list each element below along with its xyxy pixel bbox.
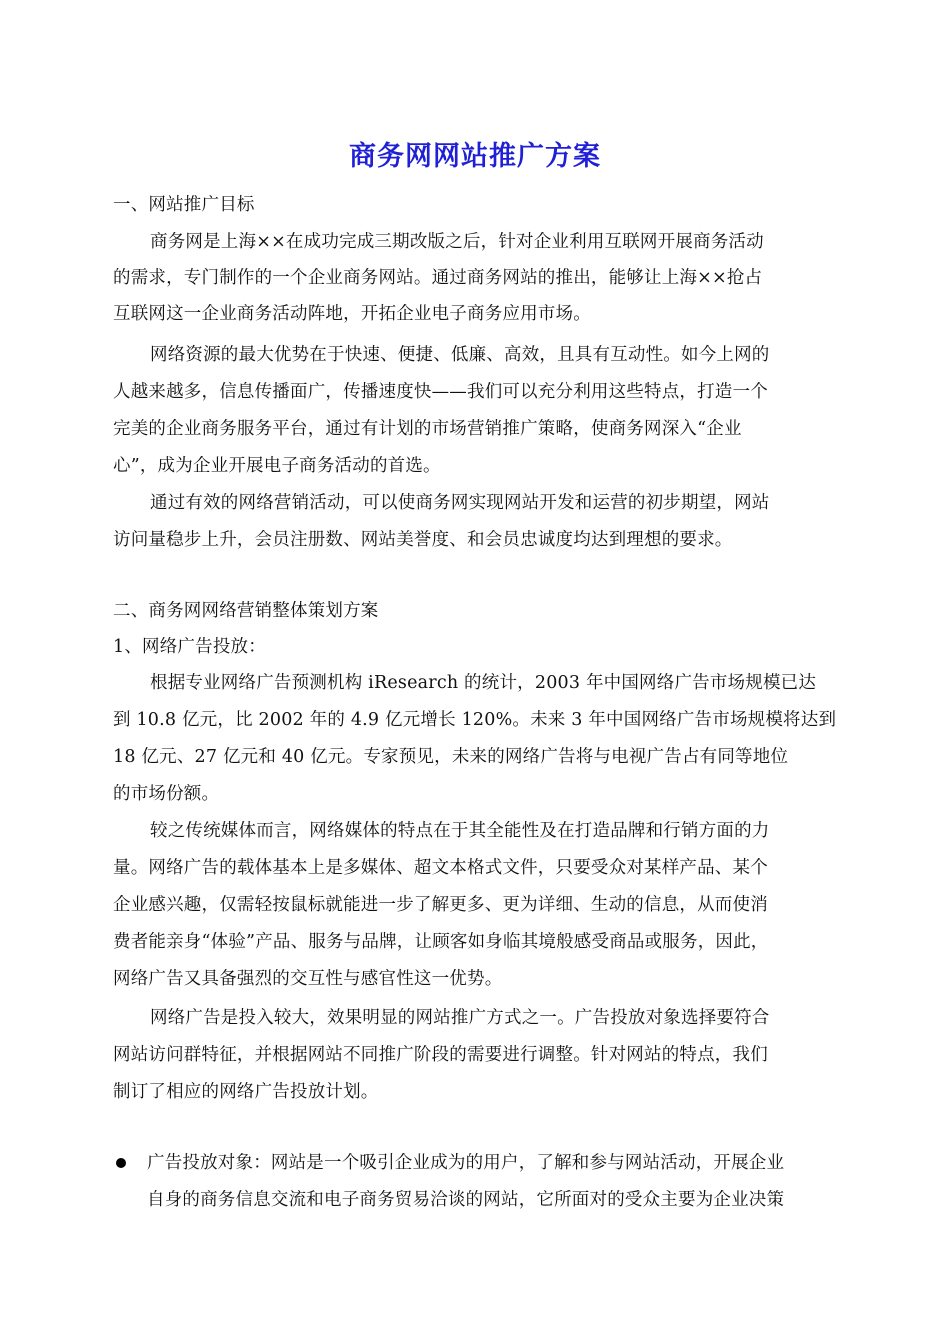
paragraph-line: 心”，成为企业开展电子商务活动的首选。 xyxy=(113,456,441,476)
paragraph-line: 18 亿元、27 亿元和 40 亿元。专家预见，未来的网络广告将与电视广告占有同等地位 xyxy=(113,747,789,767)
paragraph-line: 到 10.8 亿元，比 2002 年的 4.9 亿元增长 120%。未来 3 年中国网络广告市场规模将达到 xyxy=(113,710,837,730)
subsection-heading: 1、网络广告投放： xyxy=(113,637,266,657)
bullet-line: 自身的商务信息交流和电子商务贸易洽谈的网站，它所面对的受众主要为企业决策 xyxy=(147,1190,785,1210)
paragraph-line: 访问量稳步上升，会员注册数、网站美誉度、和会员忠诚度均达到理想的要求。 xyxy=(113,530,733,550)
paragraph-line: 网络广告是投入较大，效果明显的网站推广方式之一。广告投放对象选择要符合 xyxy=(150,1008,770,1028)
paragraph-line: 商务网是上海××在成功完成三期改版之后，针对企业利用互联网开展商务活动 xyxy=(150,232,764,252)
paragraph-line: 网络资源的最大优势在于快速、便捷、低廉、高效，且具有互动性。如今上网的 xyxy=(150,345,770,365)
paragraph-line: 的需求，专门制作的一个企业商务网站。通过商务网站的推出，能够让上海××抢占 xyxy=(113,268,763,288)
page-title: 商务网网站推广方案 xyxy=(349,141,601,172)
paragraph-line: 根据专业网络广告预测机构 iResearch 的统计，2003 年中国网络广告市场规模已达 xyxy=(150,673,817,693)
paragraph-line: 通过有效的网络营销活动，可以使商务网实现网站开发和运营的初步期望，网站 xyxy=(150,493,770,513)
paragraph-line: 人越来越多，信息传播面广，传播速度快——我们可以充分利用这些特点，打造一个 xyxy=(113,382,768,402)
paragraph-line: 企业感兴趣，仅需轻按鼠标就能进一步了解更多、更为详细、生动的信息，从而使消 xyxy=(113,895,768,915)
paragraph-line: 网站访问群特征，并根据网站不同推广阶段的需要进行调整。针对网站的特点，我们 xyxy=(113,1045,768,1065)
paragraph-line: 的市场份额。 xyxy=(113,784,220,804)
paragraph-line: 较之传统媒体而言，网络媒体的特点在于其全能性及在打造品牌和行销方面的力 xyxy=(150,821,770,841)
paragraph-line: 网络广告又具备强烈的交互性与感官性这一优势。 xyxy=(113,969,503,989)
section-heading-1: 一、网站推广目标 xyxy=(113,195,255,215)
bullet-icon xyxy=(116,1158,126,1168)
bullet-line: 广告投放对象：网站是一个吸引企业成为的用户，了解和参与网站活动，开展企业 xyxy=(147,1153,785,1173)
paragraph-line: 互联网这一企业商务活动阵地，开拓企业电子商务应用市场。 xyxy=(113,304,591,324)
section-heading-2: 二、商务网网络营销整体策划方案 xyxy=(113,601,379,621)
paragraph-line: 完美的企业商务服务平台，通过有计划的市场营销推广策略，使商务网深入“企业 xyxy=(113,419,742,439)
paragraph-line: 制订了相应的网络广告投放计划。 xyxy=(113,1082,379,1102)
paragraph-line: 量。网络广告的载体基本上是多媒体、超文本格式文件，只要受众对某样产品、某个 xyxy=(113,858,768,878)
paragraph-line: 费者能亲身“体验”产品、服务与品牌，让顾客如身临其境般感受商品或服务，因此， xyxy=(113,932,769,952)
